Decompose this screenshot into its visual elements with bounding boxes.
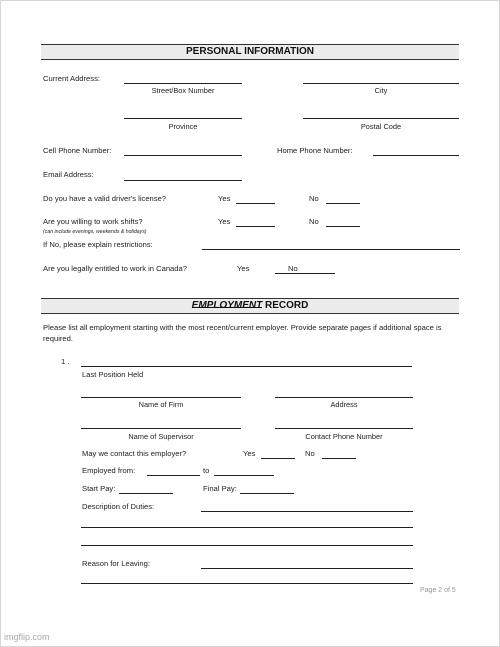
supervisor-line[interactable] [81,428,241,429]
email-label: Email Address: [43,170,94,179]
contact-yes-label: Yes [243,449,256,458]
employed-from-label: Employed from: [82,466,136,475]
reason-leaving-label: Reason for Leaving: [82,559,150,568]
shifts-no-line[interactable] [326,226,360,227]
canada-no-line[interactable] [302,273,335,274]
reason-line-1[interactable] [201,568,413,569]
duties-label: Description of Duties: [82,502,155,511]
email-line[interactable] [124,180,242,181]
contact-no-line[interactable] [322,458,356,459]
reason-line-2[interactable] [81,583,413,584]
restrictions-label: If No, please explain restrictions: [43,240,153,249]
firm-name-line[interactable] [81,397,241,398]
license-no-label: No [309,194,319,203]
last-position-caption: Last Position Held [82,370,144,379]
address-line[interactable] [275,397,413,398]
start-pay-line[interactable] [119,493,173,494]
contact-no-label: No [305,449,315,458]
duties-line-2[interactable] [81,527,413,528]
contact-employer-question: May we contact this employer? [82,449,187,458]
final-pay-label: Final Pay: [203,484,237,493]
canada-yes-label: Yes [237,264,250,273]
shifts-question: Are you willing to work shifts? [43,217,143,226]
restrictions-line[interactable] [202,249,460,250]
final-pay-line[interactable] [240,493,294,494]
supervisor-caption: Name of Supervisor [128,432,194,441]
home-phone-label: Home Phone Number: [277,146,353,155]
postal-code-caption: Postal Code [360,122,402,131]
duties-line-1[interactable] [201,511,413,512]
employer-number: 1 . [61,357,70,366]
duties-line-3[interactable] [81,545,413,546]
record-word: RECORD [265,300,309,311]
employment-record-header [41,298,459,314]
firm-name-caption: Name of Firm [138,400,184,409]
employed-from-line[interactable] [147,475,200,476]
cell-phone-label: Cell Phone Number: [43,146,112,155]
employed-to-line[interactable] [214,475,274,476]
personal-information-header: PERSONAL INFORMATION [41,44,459,60]
license-yes-label: Yes [218,194,231,203]
contact-phone-line[interactable] [275,428,413,429]
address-caption: Address [330,400,358,409]
shifts-yes-label: Yes [218,217,231,226]
contact-phone-caption: Contact Phone Number [305,432,383,441]
imgflip-watermark: imgflip.com [4,632,50,642]
canada-no-label: No [288,264,298,273]
start-pay-label: Start Pay: [82,484,116,493]
employed-to-label: to [203,466,210,475]
license-no-line[interactable] [326,203,360,204]
cell-phone-line[interactable] [124,155,242,156]
home-phone-line[interactable] [373,155,459,156]
last-position-line[interactable] [81,366,412,367]
current-address-label: Current Address: [43,74,100,83]
license-yes-line[interactable] [236,203,275,204]
province-caption: Province [168,122,198,131]
postal-code-line[interactable] [303,118,459,119]
canada-question: Are you legally entitled to work in Canada? [43,264,187,273]
employment-instructions: Please list all employment starting with the most recent/current employer. Provide separate pages if additional space is required. [43,323,442,343]
street-line[interactable] [124,83,242,84]
page-number: Page 2 of 5 [420,587,456,594]
employment-struck-word: EMPLOYMENT [191,300,263,311]
province-line[interactable] [124,118,242,119]
shifts-yes-line[interactable] [236,226,275,227]
city-caption: City [374,86,388,95]
contact-yes-line[interactable] [261,458,295,459]
city-line[interactable] [303,83,459,84]
shifts-note: (can include evenings, weekends & holidays) [43,229,147,235]
shifts-no-label: No [309,217,319,226]
street-caption: Street/Box Number [151,86,215,95]
license-question: Do you have a valid driver's license? [43,194,167,203]
